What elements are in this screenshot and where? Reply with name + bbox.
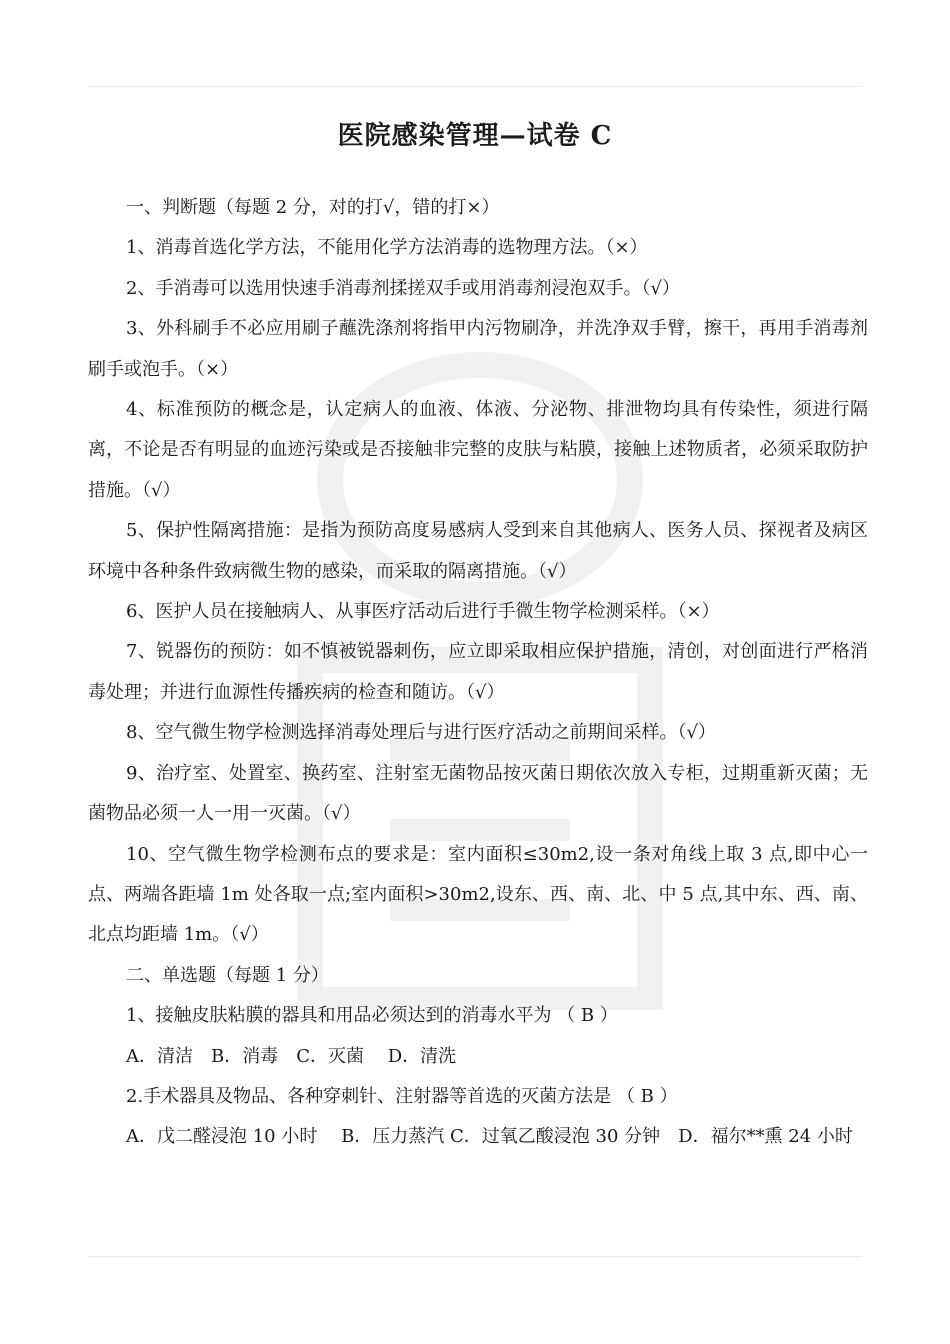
question-item: 10、空气微生物学检测布点的要求是：室内面积≤30m2,设一条对角线上取 3 点,即中心一点、两端各距墙 1m 处各取一点;室内面积>30m2,设东、西、南、北、中 5 点,其中东、西、南、北点均距墙 1m。（√） <box>88 843 868 946</box>
question-item: 1、消毒首选化学方法，不能用化学方法消毒的选物理方法。（×） <box>126 237 648 259</box>
header-rule <box>88 86 862 87</box>
question-item: 2、手消毒可以选用快速手消毒剂揉搓双手或用消毒剂浸泡双手。（√） <box>126 277 680 299</box>
section-heading-single-choice: 二、单选题（每题 1 分） <box>126 964 329 986</box>
footer-rule <box>88 1256 862 1257</box>
question-item: 4、标准预防的概念是，认定病人的血液、体液、分泌物、排泄物均具有传染性，须进行隔离，不论是否有明显的血迹污染或是否接触非完整的皮肤与粘膜，接触上述物质者，必须采取防护措施。（√） <box>88 399 868 501</box>
section-heading-true-false: 一、判断题（每题 2 分，对的打√，错的打×） <box>126 197 500 218</box>
question-item: 8、空气微生物学检测选择消毒处理后与进行医疗活动之前期间采样。（√） <box>126 722 716 744</box>
document-body <box>88 188 868 1158</box>
question-item: 3、外科刷手不必应用刷子蘸洗涤剂将指甲内污物刷净，并洗净双手臂，擦干，再用手消毒剂刷手或泡手。（×） <box>88 318 868 380</box>
answer-options: A．戊二醛浸泡 10 小时 B．压力蒸汽 C．过氧乙酸浸泡 30 分钟 D．福尔**熏 24 小时 <box>126 1126 853 1148</box>
question-item: 1、接触皮肤粘膜的器具和用品必须达到的消毒水平为 （ B ） <box>126 1005 618 1027</box>
question-item: 9、治疗室、处置室、换药室、注射室无菌物品按灭菌日期依次放入专柜，过期重新灭菌；无菌物品必须一人一用一灭菌。（√） <box>88 762 868 825</box>
question-item: 2.手术器具及物品、各种穿刺针、注射器等首选的灭菌方法是 （ B ） <box>126 1085 678 1107</box>
answer-options: A．清洁 B．消毒 C．灭菌 D．清洗 <box>126 1045 457 1067</box>
question-item: 6、医护人员在接触病人、从事医疗活动后进行手微生物学检测采样。（×） <box>126 601 720 623</box>
question-item: 7、锐器伤的预防：如不慎被锐器刺伤，应立即采取相应保护措施，清创，对创面进行严格消毒处理；并进行血源性传播疾病的检查和随访。（√） <box>88 641 868 703</box>
question-item: 5、保护性隔离措施：是指为预防高度易感病人受到来自其他病人、医务人员、探视者及病区环境中各种条件致病微生物的感染，而采取的隔离措施。（√） <box>88 520 868 582</box>
page-title: 医院感染管理—试卷 C <box>337 121 613 151</box>
